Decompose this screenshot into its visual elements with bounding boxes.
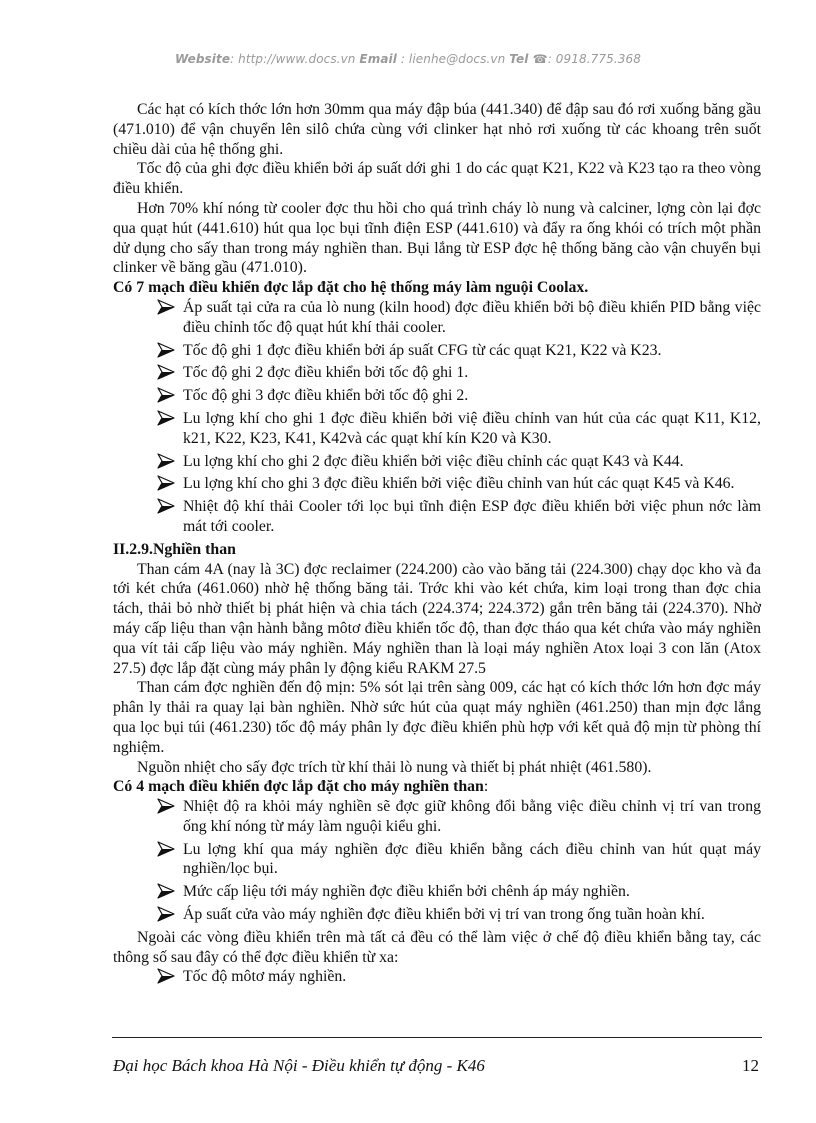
list-item xyxy=(183,341,761,361)
footer-institution: Đại học Bách khoa Hà Nội - Điều khiển tự động - K46 xyxy=(113,1056,485,1075)
list-item-text: Tốc độ ghi 3 đợc điều khiển bởi tốc độ ghi 2. xyxy=(183,387,469,405)
website-label: Website xyxy=(175,52,231,66)
heading-cooler-control: Có 7 mạch điều khiển đợc lắp đặt cho hệ thống máy làm nguội Coolax. xyxy=(113,279,589,297)
list-item-text: Lu lợng khí qua máy nghiền đợc điều khiển bằng cách điều chỉnh van hút quạt máy nghiền/lọc bụi. xyxy=(183,840,761,878)
mill-control-list xyxy=(113,797,761,925)
email-label: Email xyxy=(359,52,397,66)
paragraph-5: Than cám đợc nghiền đến độ mịn: 5% sót lại trên sàng 009, các hạt có kích thớc lớn hơn đợc máy phân ly thải ra quay lại bàn nghiền. Nhờ sức hút của quạt máy nghiền (461.250) than mịn đợc lắng qua lọc bụi túi (461.230) tốc độ máy phân ly đợc điều khiển phù hợp với kết quả độ mịn từ phòng thí nghiệm. xyxy=(113,679,761,756)
arrow-bullet-icon xyxy=(157,364,175,380)
tel-value: : 0918.775.368 xyxy=(547,52,641,66)
tel-label: Tel ☎ xyxy=(509,52,548,66)
website-header xyxy=(0,52,816,66)
list-item-text: Áp suất tại cửa ra của lò nung (kiln hood) đợc điều khiển bởi bộ điều khiển PID bằng việc điều chỉnh tốc độ quạt hút khí thải cooler. xyxy=(183,298,761,336)
list-item-text: Áp suất cửa vào máy nghiền đợc điều khiển bởi vị trí van trong ống tuần hoàn khí. xyxy=(183,906,705,924)
heading-mill-control-colon: : xyxy=(483,778,489,796)
arrow-bullet-icon xyxy=(157,906,175,922)
list-item xyxy=(183,452,761,472)
paragraph-3: Hơn 70% khí nóng từ cooler đợc thu hồi cho quá trình cháy lò nung và calciner, lợng còn lại đợc qua quạt hút (441.610) hút qua lọc bụi tĩnh điện ESP (441.610) và đẩy ra ống khói có trích một phần dử dụng cho sấy than trong máy nghiền than. Bụi lắng từ ESP đợc hệ thống băng cào vận chuyển bụi clinker về băng gầu (471.010). xyxy=(113,199,761,277)
arrow-bullet-icon xyxy=(157,475,175,491)
footer-divider xyxy=(112,1037,762,1038)
arrow-bullet-icon xyxy=(157,498,175,514)
list-item-text: Tốc độ môtơ máy nghiền. xyxy=(183,968,347,986)
list-item-text: Lu lợng khí cho ghi 2 đợc điều khiển bởi việc điều chỉnh các quạt K43 và K44. xyxy=(183,452,684,470)
arrow-bullet-icon xyxy=(157,453,175,469)
paragraph-4: Than cám 4A (nay là 3C) đợc reclaimer (224.200) cào vào băng tải (224.300) chạy dọc kho và đa tới két chứa (461.060) nhờ hệ thống băng tải. Trớc khi vào két chứa, kim loại trong than đợc chia tách, thải bỏ nhờ thiết bị phát hiện và chia tách (224.374; 224.372) gắn trên băng tải (224.370). Nhờ máy cấp liệu than vận hành bằng môtơ điều khiển tốc độ, than đợc tháo qua két chứa vào máy nghiền qua vít tải cấp liệu vào máy nghiền. Máy nghiền than là loại máy nghiền Atox loại 3 con lăn (Atox 27.5) đợc lắp đặt cùng máy phân ly động kiểu RAKM 27.5 xyxy=(113,560,761,677)
cooler-control-list xyxy=(113,298,761,537)
paragraph-7: Ngoài các vòng điều khiển trên mà tất cả đều có thể làm việc ở chế độ điều khiển bằng tay, các thông số sau đây có thể đợc điều khiển từ xa: xyxy=(113,928,761,966)
list-item xyxy=(183,474,761,494)
list-item xyxy=(183,797,761,837)
heading-mill-control xyxy=(113,777,761,797)
list-item-text: Tốc độ ghi 2 đợc điều khiển bởi tốc độ ghi 1. xyxy=(183,364,469,382)
list-item-text: Tốc độ ghi 1 đợc điều khiển bởi áp suất CFG từ các quạt K21, K22 và K23. xyxy=(183,341,662,359)
arrow-bullet-icon xyxy=(157,841,175,857)
list-item-text: Lu lợng khí cho ghi 3 đợc điều khiển bởi việc điều chỉnh van hút các quạt K45 và K46. xyxy=(183,475,735,493)
list-item xyxy=(183,363,761,383)
list-item xyxy=(183,409,761,449)
website-value: : http://www.docs.vn xyxy=(230,52,360,66)
email-value: : lienhe@docs.vn xyxy=(396,52,510,66)
list-item-text: Nhiệt độ khí thải Cooler tới lọc bụi tĩnh điện ESP đợc điều khiển bởi việc phun nớc làm mát tới cooler. xyxy=(183,498,761,535)
arrow-bullet-icon xyxy=(157,798,175,814)
page-number: 12 xyxy=(742,1056,759,1075)
list-item-text: Lu lợng khí cho ghi 1 đợc điều khiển bởi việ điều chỉnh van hút của các quạt K11, K12, k21, K22, K23, K41, K42và các quạt khí kín K20 và K30. xyxy=(183,409,761,447)
arrow-bullet-icon xyxy=(157,968,175,984)
arrow-bullet-icon xyxy=(157,342,175,358)
page-content xyxy=(113,100,761,990)
paragraph-6: Nguồn nhiệt cho sấy đợc trích từ khí thải lò nung và thiết bị phát nhiệt (461.580). xyxy=(137,758,652,776)
arrow-bullet-icon xyxy=(157,299,175,315)
list-item xyxy=(183,840,761,880)
list-item xyxy=(183,882,761,902)
arrow-bullet-icon xyxy=(157,883,175,899)
remote-control-list xyxy=(113,967,761,987)
arrow-bullet-icon xyxy=(157,410,175,426)
list-item xyxy=(183,386,761,406)
paragraph-1: Các hạt có kích thớc lớn hơn 30mm qua máy đập búa (441.340) để đập sau đó rơi xuống băng gầu (471.010) để vận chuyển lên silô chứa cùng với clinker hạt nhỏ rơi xuống từ các khoang trên suốt chiều dài của hệ thống ghi. xyxy=(113,101,761,158)
list-item xyxy=(183,905,761,925)
list-item xyxy=(183,967,761,987)
arrow-bullet-icon xyxy=(157,387,175,403)
heading-mill-control-text: Có 4 mạch điều khiển đợc lắp đặt cho máy nghiền than xyxy=(113,778,484,796)
section-title: II.2.9.Nghiền than xyxy=(113,540,236,558)
list-item xyxy=(183,298,761,338)
list-item-text: Mức cấp liệu tới máy nghiền đợc điều khiển bởi chênh áp máy nghiền. xyxy=(183,883,630,901)
list-item xyxy=(183,497,761,537)
paragraph-2: Tốc độ của ghi đợc điều khiển bởi áp suất dới ghi 1 do các quạt K21, K22 và K23 tạo ra theo vòng điều khiển. xyxy=(113,160,761,198)
list-item-text: Nhiệt độ ra khỏi máy nghiền sẽ đợc giữ không đổi bằng việc điều chỉnh vị trí van trong ống khí nóng từ máy làm nguội kiểu ghi. xyxy=(183,798,761,835)
